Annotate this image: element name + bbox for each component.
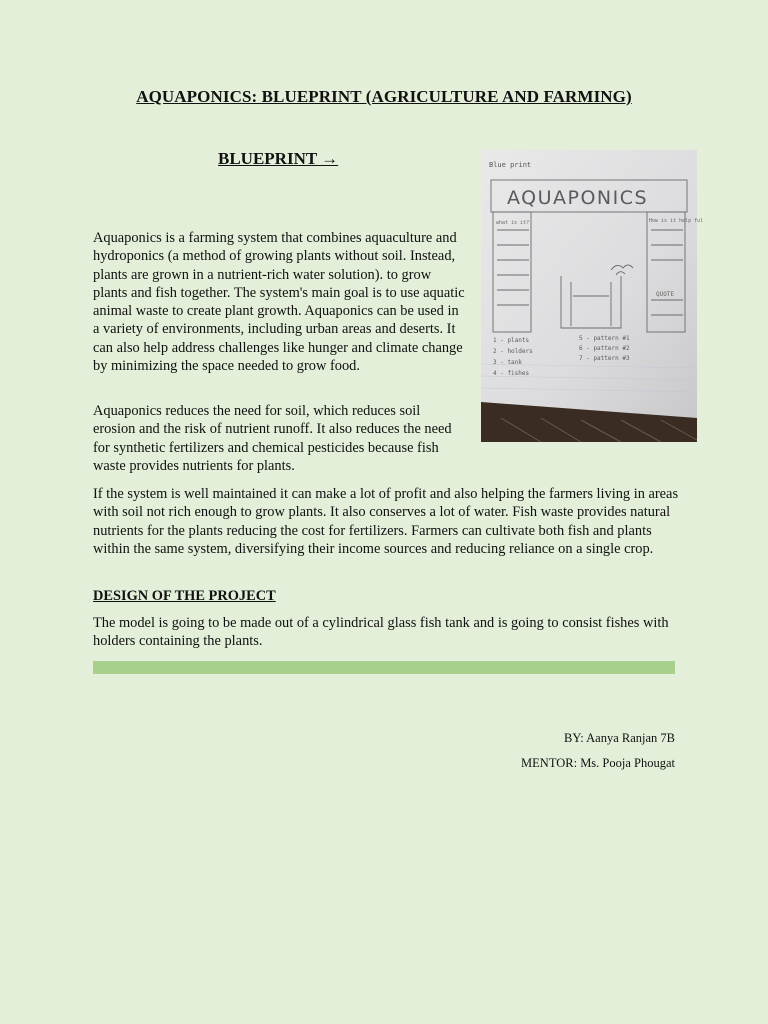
paragraph-design: The model is going to be made out of a cylindrical glass fish tank and is going to consist fishes with holders containing the plants.: [93, 615, 669, 650]
sketch-legend-item: 3 - tank: [493, 359, 522, 366]
sketch-right-box: How is it help ful: [649, 218, 704, 224]
sketch-title: AQUAPONICS: [507, 187, 649, 209]
author-credit: BY: Aanya Ranjan 7B: [564, 731, 675, 745]
sketch-legend-item: 7 - pattern #3: [579, 355, 630, 362]
blueprint-sketch-photo: [481, 150, 704, 442]
sketch-legend-item: 5 - pattern #1: [579, 335, 630, 342]
sketch-header: Blue print: [489, 161, 532, 169]
divider-bar: [93, 661, 675, 674]
sketch-quote-box: QUOTE: [656, 291, 675, 298]
paragraph-soil: Aquaponics reduces the need for soil, which reduces soil erosion and the risk of nutrient runoff. It also reduces the need for synthetic fertilizers and chemical pesticides because fish waste provides nutrients for plants.: [93, 403, 452, 474]
paragraph-profit: If the system is well maintained it can make a lot of profit and also helping the farmers living in areas with soil not rich enough to grow plants. It also conserves a lot of water. Fish waste provides natural nutrients for the plants reducing the cost for fertilizers. Farmers can cultivate both fish and plants within the same system, diversifying their income sources and reducing reliance on a single crop.: [93, 486, 679, 557]
mentor-credit: MENTOR: Ms. Pooja Phougat: [521, 756, 675, 770]
sketch-legend-item: 2 - holders: [493, 348, 533, 355]
document-title: AQUAPONICS: BLUEPRINT (AGRICULTURE AND FARMING): [136, 87, 632, 106]
sketch-legend-item: 1 - plants: [493, 337, 530, 344]
paragraph-intro: Aquaponics is a farming system that combines aquaculture and hydroponics (a method of growing plants without soil. Instead, plants are grown in a nutrient-rich water solution). to grow plants and fish together. The system's main goal is to use aquatic animal waste to create plant growth. Aquaponics can be used in a variety of environments, including urban areas and deserts. It can also help address challenges like hunger and climate change by minimizing the space needed to grow food.: [93, 230, 465, 375]
sketch-legend-item: 4 - fishes: [493, 370, 530, 377]
sketch-legend-item: 6 - pattern #2: [579, 345, 630, 352]
design-heading: DESIGN OF THE PROJECT: [93, 588, 276, 604]
sketch-left-box: what is it?: [496, 220, 530, 226]
blueprint-subtitle: BLUEPRINT →: [218, 149, 339, 168]
